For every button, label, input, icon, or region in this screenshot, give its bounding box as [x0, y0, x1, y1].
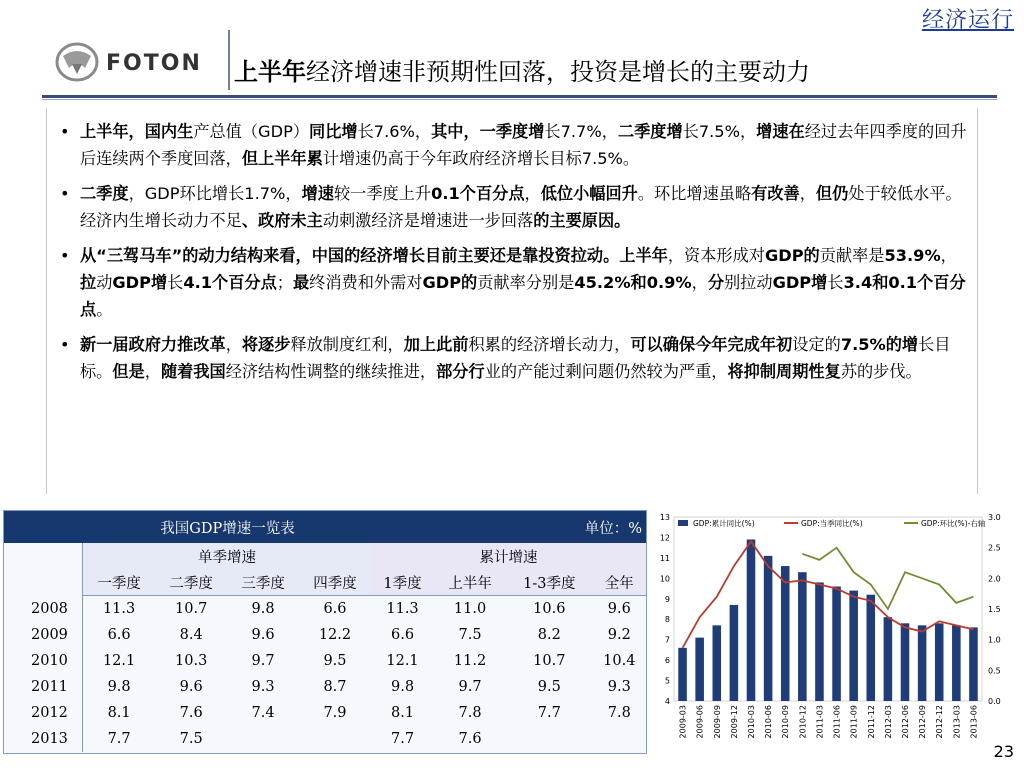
y2-tick-label: 2.5 — [988, 543, 1001, 553]
x-tick-label: 2011-06 — [832, 705, 842, 739]
table-cell: 9.6 — [251, 627, 275, 643]
bar — [713, 625, 722, 701]
x-tick-label: 2010-09 — [781, 705, 791, 739]
bar — [764, 556, 773, 701]
x-tick-label: 2009-09 — [712, 705, 722, 739]
bar — [678, 648, 687, 701]
y-tick-label: 6 — [664, 656, 670, 666]
table-cell: 11.0 — [453, 601, 487, 617]
x-tick-label: 2011-12 — [866, 705, 876, 739]
table-cell: 11.3 — [102, 601, 136, 617]
x-tick-label: 2012-09 — [918, 705, 928, 739]
title-divider — [228, 30, 230, 90]
column-header: 二季度 — [155, 569, 227, 596]
column-header: 四季度 — [299, 569, 371, 596]
table-row — [4, 648, 646, 674]
table-cell: 10.4 — [603, 653, 636, 669]
table-row — [4, 674, 646, 700]
x-tick-label: 2012-03 — [883, 705, 893, 739]
table-cell: 9.8 — [107, 679, 131, 695]
table-cell: 7.8 — [458, 705, 482, 721]
row-year: 2009 — [4, 622, 83, 648]
table-cell — [593, 726, 646, 752]
table-cell: 10.7 — [175, 601, 208, 617]
row-year: 2012 — [4, 700, 83, 726]
x-tick-label: 2013-03 — [952, 705, 962, 739]
x-tick-label: 2009-06 — [695, 705, 705, 739]
title-rule — [42, 95, 997, 98]
table-cell: 7.7 — [537, 705, 561, 721]
table-cell — [299, 726, 371, 752]
gdp-chart — [648, 505, 1024, 768]
table-row — [4, 726, 646, 752]
column-header: 一季度 — [83, 569, 156, 596]
table-cell: 12.2 — [318, 627, 352, 643]
table-cell: 7.6 — [458, 731, 482, 747]
x-tick-label: 2011-09 — [849, 705, 859, 739]
table-cell: 12.1 — [102, 653, 136, 669]
y-tick-label: 9 — [664, 594, 670, 604]
y2-tick-label: 3.0 — [988, 513, 1001, 522]
foton-logo — [50, 34, 220, 90]
group-cumulative: 累计增速 — [371, 543, 646, 569]
table-cell: 7.6 — [179, 705, 203, 721]
column-header: 三季度 — [227, 569, 299, 596]
table-cell: 8.2 — [537, 627, 561, 643]
x-tick-label: 2009-03 — [678, 705, 688, 739]
table-cell: 9.3 — [251, 679, 275, 695]
table-cell: 7.5 — [458, 627, 482, 643]
bullet-item: • 新一届政府力推改革，将逐步释放制度红利，加上此前积累的经济增长动力，可以确保今年完成年初设定的7.5%的增长目标。但是，随着我国经济结构性调整的继续推进，部分行业的产能过剩问题仍然较为严重，将抑制周期性复苏的步伐。 — [58, 331, 968, 385]
table-cell: 10.3 — [175, 653, 208, 669]
bar — [798, 572, 807, 701]
bar — [918, 625, 927, 701]
table-cell: 8.7 — [323, 679, 347, 695]
y2-tick-label: 0.5 — [988, 666, 1001, 676]
table-cell: 7.4 — [251, 705, 275, 721]
table-cell: 9.7 — [458, 679, 482, 695]
column-header: 1-3季度 — [506, 569, 593, 596]
row-year: 2013 — [4, 726, 83, 752]
bar — [884, 617, 893, 701]
table-cell: 12.1 — [386, 653, 419, 669]
y2-tick-label: 2.0 — [988, 574, 1001, 584]
table-cell: 9.8 — [251, 601, 275, 617]
table-cell: 11.2 — [453, 653, 487, 669]
table-cell: 10.7 — [533, 653, 566, 669]
section-tag[interactable]: 经济运行 — [921, 8, 1014, 33]
x-tick-label: 2012-12 — [935, 705, 945, 739]
bar — [849, 591, 858, 701]
bar — [832, 587, 841, 701]
table-unit: 单位：% — [371, 511, 646, 543]
bar — [781, 566, 790, 701]
page-number: 23 — [993, 742, 1014, 761]
column-header: 上半年 — [434, 569, 506, 596]
row-year: 2008 — [4, 596, 83, 623]
bar — [695, 638, 704, 701]
table-cell: 6.6 — [323, 601, 347, 617]
legend-label: GDP:累计同比(%) — [693, 519, 755, 528]
table-cell: 9.8 — [391, 679, 415, 695]
y-tick-label: 11 — [659, 553, 670, 563]
table-title: 我国GDP增速一览表 — [4, 511, 371, 543]
legend-swatch — [678, 520, 688, 526]
x-tick-label: 2010-06 — [764, 705, 774, 739]
x-tick-label: 2012-06 — [901, 705, 910, 739]
bar — [969, 627, 978, 701]
table-cell: 6.6 — [391, 627, 415, 643]
bullet-item: • 上半年，国内生产总值（GDP）同比增长7.6%，其中，一季度增长7.7%，二季度增长7.5%，增速在经过去年四季度的回升后连续两个季度回落，但上半年累计增速仍高于今年政府经济增长目标7.5%。 — [58, 118, 968, 172]
table-cell — [227, 726, 299, 752]
bar — [867, 595, 876, 701]
bullet-item: • 从“三驾马车”的动力结构来看，中国的经济增长目前主要还是靠投资拉动。上半年，资本形成对GDP的贡献率是53.9%，拉动GDP增长4.1个百分点；最终消费和外需对GDP的贡献率分别是45.2%和0.9%，分别拉动GDP增长3.4和0.1个百分点。 — [58, 242, 968, 323]
logo-wordmark: FOTON — [106, 51, 202, 76]
table-cell: 11.3 — [386, 601, 419, 617]
slide-title: 上半年经济增速非预期性回落，投资是增长的主要动力 — [234, 58, 810, 86]
y2-tick-label: 1.5 — [988, 605, 1001, 614]
table-cell: 7.5 — [179, 731, 203, 747]
y2-tick-label: 1.0 — [988, 635, 1001, 645]
x-tick-label: 2009-12 — [729, 705, 739, 739]
bar — [935, 623, 944, 701]
x-tick-label: 2011-03 — [815, 705, 825, 739]
y-tick-label: 13 — [659, 513, 670, 522]
y-tick-label: 12 — [659, 533, 670, 543]
gdp-growth-table — [3, 510, 647, 754]
row-year: 2010 — [4, 648, 83, 674]
legend-label: GDP:当季同比(%) — [801, 519, 863, 528]
table-cell: 8.4 — [179, 627, 203, 643]
table-cell: 9.7 — [251, 653, 275, 669]
table-cell: 6.6 — [107, 627, 131, 643]
row-year: 2011 — [4, 674, 83, 700]
y-tick-label: 10 — [659, 574, 670, 584]
x-tick-label: 2013-06 — [969, 705, 979, 739]
y-tick-label: 5 — [664, 676, 670, 686]
table-cell: 7.8 — [607, 705, 631, 721]
table-cell: 8.1 — [391, 705, 415, 721]
table-cell: 9.2 — [607, 627, 631, 643]
table-row — [4, 700, 646, 726]
table-cell: 7.7 — [107, 731, 131, 747]
column-header: 全年 — [593, 569, 646, 596]
y2-tick-label: 0.0 — [988, 697, 1001, 706]
table-row — [4, 622, 646, 648]
x-tick-label: 2010-12 — [798, 705, 808, 739]
table-cell: 9.5 — [537, 679, 561, 695]
table-cell — [506, 726, 593, 752]
bar — [730, 605, 739, 701]
bar — [747, 539, 756, 701]
bar — [952, 625, 961, 701]
table-cell: 8.1 — [107, 705, 131, 721]
column-header: 1季度 — [371, 569, 434, 596]
table-cell: 9.5 — [323, 653, 347, 669]
table-row — [4, 596, 646, 623]
y-tick-label: 7 — [664, 635, 670, 645]
bar — [815, 582, 824, 701]
bar — [901, 623, 910, 701]
table-cell: 10.6 — [533, 601, 566, 617]
table-cell: 7.7 — [391, 731, 415, 747]
bullet-list — [58, 118, 968, 393]
group-single-quarter: 单季增速 — [83, 543, 371, 569]
bullet-item: • 二季度，GDP环比增长1.7%，增速较一季度上升0.1个百分点，低位小幅回升。环比增速虽略有改善，但仍处于较低水平。经济内生增长动力不足、政府未主动刺激经济是增速进一步回落的主要原因。 — [58, 180, 968, 234]
legend-label: GDP:环比(%)-右轴 — [921, 519, 986, 528]
table-cell: 9.3 — [607, 679, 631, 695]
x-tick-label: 2010-03 — [747, 705, 756, 739]
y-tick-label: 8 — [664, 615, 670, 625]
table-cell: 7.9 — [323, 705, 347, 721]
y-tick-label: 4 — [664, 697, 670, 706]
table-cell: 9.6 — [179, 679, 203, 695]
title-rule-thin — [42, 99, 997, 100]
table-cell: 9.6 — [607, 601, 631, 617]
